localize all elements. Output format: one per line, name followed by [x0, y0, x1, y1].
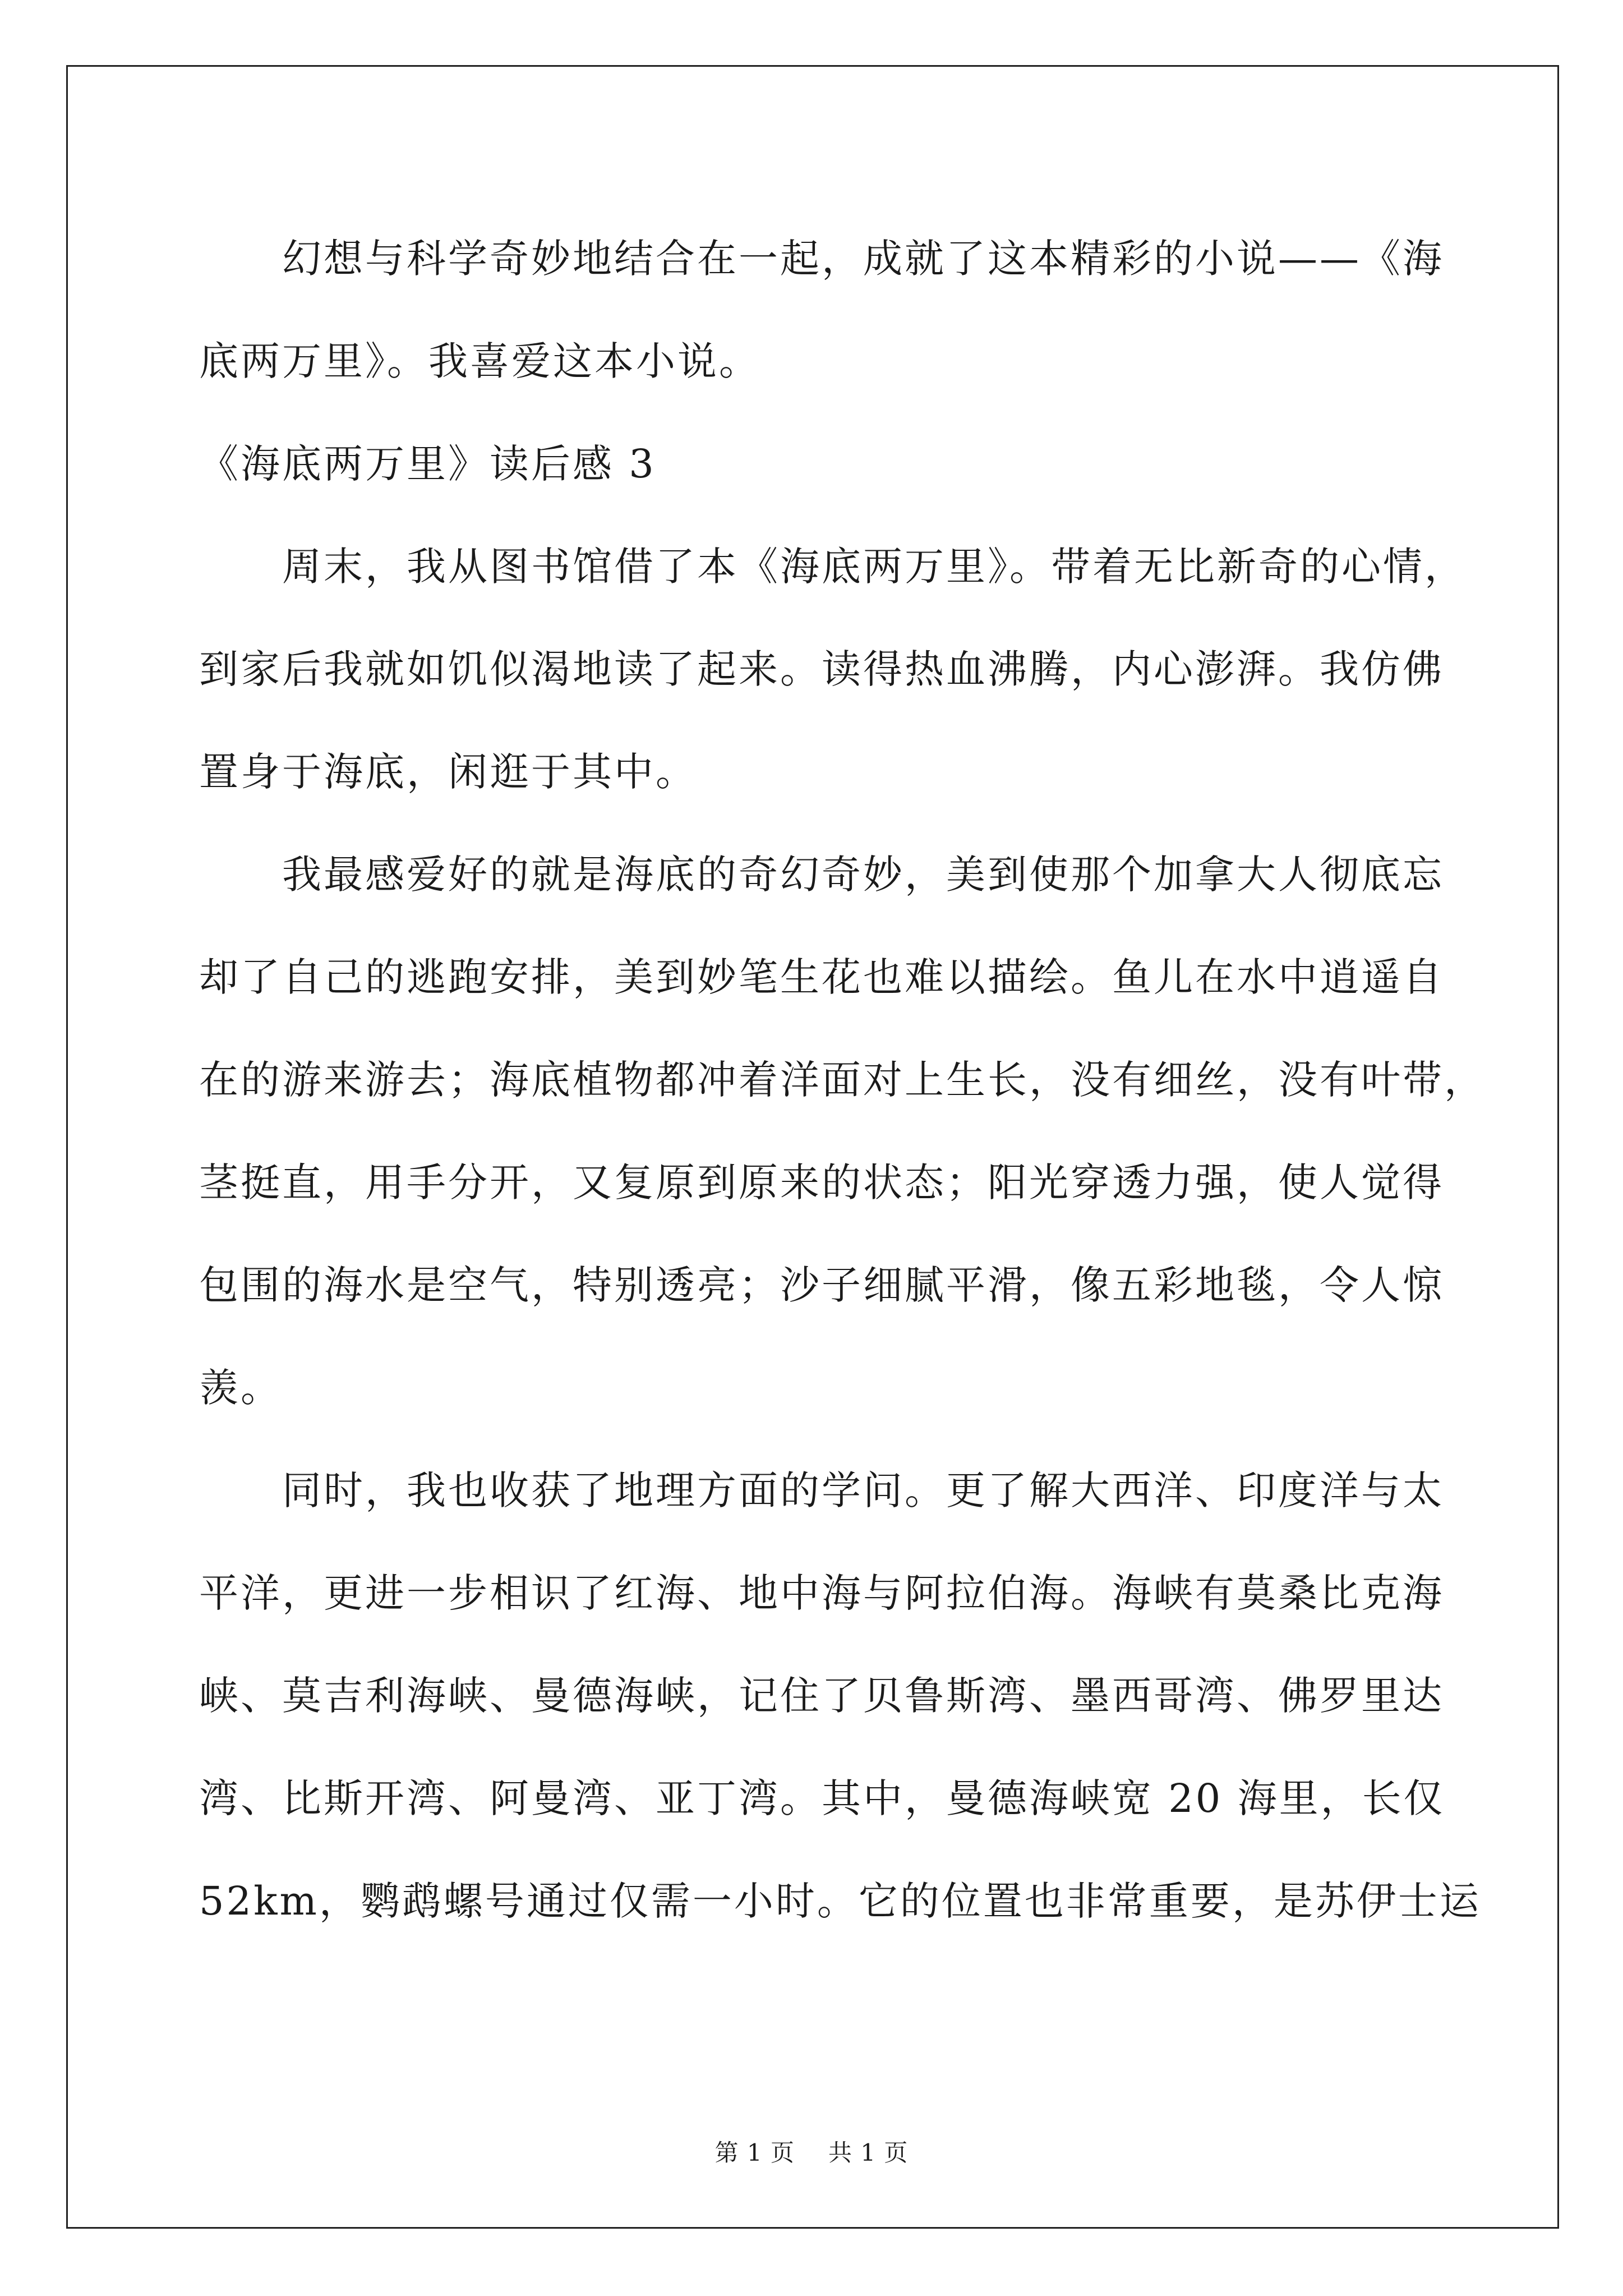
text-line: 周末，我从图书馆借了本《海底两万里》。带着无比新奇的心情，	[282, 544, 1466, 590]
text-line: 峡、莫吉利海峡、曼德海峡，记住了贝鲁斯湾、墨西哥湾、佛罗里达	[199, 1673, 1444, 1719]
text-line: 平洋，更进一步相识了红海、地中海与阿拉伯海。海峡有莫桑比克海	[199, 1570, 1444, 1616]
section-heading	[199, 413, 1433, 516]
text-line: 幻想与科学奇妙地结合在一起，成就了这本精彩的小说——《海	[282, 236, 1444, 282]
text-line: 我最感爱好的就是海底的奇幻奇妙，美到使那个加拿大人彻底忘	[282, 852, 1444, 898]
text-line: 在的游来游去；海底植物都冲着洋面对上生长，没有细丝，没有叶带，	[199, 1057, 1486, 1103]
text-line: 52km，鹦鹉螺号通过仅需一小时。它的位置也非常重要，是苏伊士运	[199, 1878, 1481, 1924]
heading-text: 《海底两万里》读后感 3	[199, 441, 656, 487]
text-line: 湾、比斯开湾、阿曼湾、亚丁湾。其中，曼德海峡宽 20 海里，长仅	[199, 1775, 1445, 1821]
text-line: 同时，我也收获了地理方面的学问。更了解大西洋、印度洋与太	[282, 1467, 1444, 1513]
text-line: 置身于海底，闲逛于其中。	[199, 749, 697, 795]
paragraph	[199, 208, 1444, 413]
page-footer	[0, 2136, 1623, 2170]
paragraph	[199, 823, 1486, 1439]
page-number: 第 1 页	[714, 2139, 795, 2166]
page-total: 共 1 页	[828, 2139, 909, 2166]
paragraph	[199, 516, 1466, 823]
paragraph	[199, 1439, 1481, 1953]
text-line: 茎挺直，用手分开，又复原到原来的状态；阳光穿透力强，使人觉得	[199, 1159, 1444, 1205]
text-line: 羡。	[199, 1365, 282, 1411]
text-line: 包围的海水是空气，特别透亮；沙子细腻平滑，像五彩地毯，令人惊	[199, 1262, 1444, 1308]
document-body	[199, 208, 1486, 1953]
text-line: 底两万里》。我喜爱这本小说。	[199, 338, 760, 384]
text-line: 到家后我就如饥似渴地读了起来。读得热血沸腾，内心澎湃。我仿佛	[199, 646, 1444, 692]
text-line: 却了自己的逃跑安排，美到妙笔生花也难以描绘。鱼儿在水中逍遥自	[199, 954, 1444, 1000]
